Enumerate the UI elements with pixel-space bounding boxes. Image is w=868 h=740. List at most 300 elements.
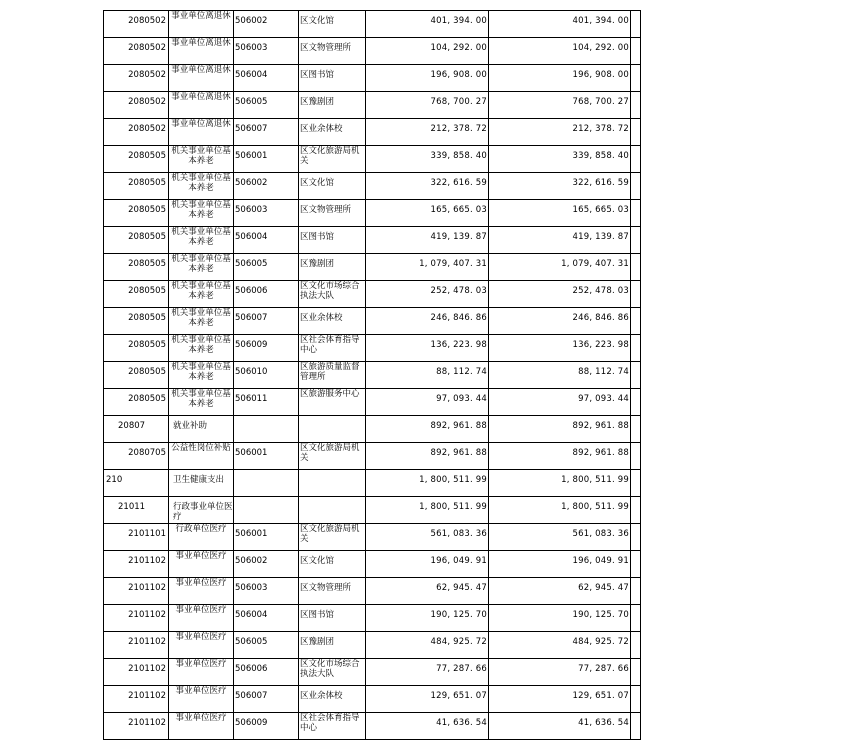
basic-expenditure-cell xyxy=(489,38,631,65)
function-code-text: 2080505 xyxy=(128,286,166,296)
total-amount-text: 768, 700. 27 xyxy=(430,97,487,107)
function-name-cell xyxy=(169,92,234,119)
empty-cell xyxy=(631,335,641,362)
function-name-cell xyxy=(169,713,234,740)
table-row xyxy=(104,227,641,254)
unit-name-text: 区文化馆 xyxy=(300,16,335,26)
function-name-text: 机关事业单位基本养老 xyxy=(171,254,231,274)
basic-expenditure-cell xyxy=(489,65,631,92)
unit-code-text: 506010 xyxy=(235,367,268,377)
unit-code-cell xyxy=(234,65,299,92)
basic-expenditure-text: 419, 139. 87 xyxy=(572,232,629,242)
unit-code-cell xyxy=(234,119,299,146)
function-code-cell xyxy=(104,524,169,551)
table-row xyxy=(104,146,641,173)
function-name-text: 卫生健康支出 xyxy=(173,475,225,485)
function-name-text: 事业单位离退休 xyxy=(171,119,231,129)
empty-cell xyxy=(631,443,641,470)
total-amount-text: 165, 665. 03 xyxy=(430,205,487,215)
function-code-text: 2101102 xyxy=(128,691,166,701)
basic-expenditure-cell xyxy=(489,578,631,605)
unit-name-text xyxy=(299,497,365,523)
unit-name-text: 区文物管理所 xyxy=(300,583,352,593)
total-amount-cell xyxy=(366,470,489,497)
function-code-text: 2080505 xyxy=(128,259,166,269)
total-amount-text: 1, 800, 511. 99 xyxy=(419,502,487,512)
total-amount-text: 41, 636. 54 xyxy=(436,718,487,728)
function-name-cell xyxy=(169,605,234,632)
empty-cell xyxy=(631,308,641,335)
function-code-cell xyxy=(104,146,169,173)
function-name-text: 事业单位离退休 xyxy=(171,38,231,48)
unit-code-cell xyxy=(234,362,299,389)
unit-name-cell xyxy=(299,443,366,470)
expenditure-table xyxy=(103,10,641,740)
total-amount-text: 322, 616. 59 xyxy=(430,178,487,188)
basic-expenditure-cell xyxy=(489,11,631,38)
function-code-text: 2080505 xyxy=(128,205,166,215)
total-amount-text: 561, 083. 36 xyxy=(430,529,487,539)
basic-expenditure-text: 1, 079, 407. 31 xyxy=(561,259,629,269)
total-amount-text: 88, 112. 74 xyxy=(436,367,487,377)
total-amount-cell xyxy=(366,389,489,416)
function-name-cell xyxy=(169,146,234,173)
basic-expenditure-cell xyxy=(489,686,631,713)
unit-code-cell xyxy=(234,11,299,38)
unit-code-cell xyxy=(234,308,299,335)
basic-expenditure-text: 212, 378. 72 xyxy=(572,124,629,134)
unit-code-text: 506003 xyxy=(235,583,268,593)
unit-name-cell xyxy=(299,173,366,200)
unit-code-text: 506009 xyxy=(235,340,268,350)
empty-cell xyxy=(631,497,641,524)
unit-name-text: 区文化市场综合执法大队 xyxy=(300,659,360,679)
empty-cell xyxy=(631,713,641,740)
empty-cell xyxy=(631,65,641,92)
basic-expenditure-cell xyxy=(489,551,631,578)
basic-expenditure-text: 97, 093. 44 xyxy=(578,394,629,404)
total-amount-cell xyxy=(366,443,489,470)
function-code-cell xyxy=(104,119,169,146)
unit-name-cell xyxy=(299,578,366,605)
function-name-cell xyxy=(169,578,234,605)
function-code-text: 2080502 xyxy=(128,16,166,26)
function-code-cell xyxy=(104,713,169,740)
empty-cell xyxy=(631,92,641,119)
unit-code-cell xyxy=(234,173,299,200)
function-code-text: 2080505 xyxy=(128,232,166,242)
total-amount-text: 104, 292. 00 xyxy=(430,43,487,53)
unit-name-cell xyxy=(299,146,366,173)
table-row xyxy=(104,38,641,65)
function-name-cell xyxy=(169,551,234,578)
table-row xyxy=(104,551,641,578)
empty-cell xyxy=(631,578,641,605)
function-name-cell xyxy=(169,281,234,308)
unit-code-text: 506011 xyxy=(235,394,268,404)
unit-code-cell xyxy=(234,659,299,686)
table-row xyxy=(104,416,641,443)
table-body xyxy=(104,11,641,740)
function-name-cell xyxy=(169,38,234,65)
unit-name-text: 区旅游服务中心 xyxy=(300,389,360,399)
basic-expenditure-cell xyxy=(489,335,631,362)
function-name-cell xyxy=(169,200,234,227)
function-name-text: 事业单位医疗 xyxy=(175,659,227,669)
function-code-cell xyxy=(104,92,169,119)
function-name-cell xyxy=(169,362,234,389)
unit-code-text: 506001 xyxy=(235,151,268,161)
function-code-text: 2080502 xyxy=(128,70,166,80)
function-name-text: 事业单位医疗 xyxy=(175,713,227,723)
function-name-text: 机关事业单位基本养老 xyxy=(171,227,231,247)
unit-name-text: 区豫剧团 xyxy=(300,259,335,269)
total-amount-cell xyxy=(366,497,489,524)
unit-name-text: 区文化旅游局机关 xyxy=(300,524,360,544)
basic-expenditure-cell xyxy=(489,281,631,308)
function-code-cell xyxy=(104,551,169,578)
table-row xyxy=(104,254,641,281)
unit-name-text: 区社会体育指导中心 xyxy=(300,335,360,355)
basic-expenditure-text: 41, 636. 54 xyxy=(578,718,629,728)
table-row xyxy=(104,632,641,659)
function-code-text: 2080505 xyxy=(128,340,166,350)
function-code-cell xyxy=(104,443,169,470)
unit-code-cell xyxy=(234,578,299,605)
empty-cell xyxy=(631,200,641,227)
unit-code-text: 506001 xyxy=(235,529,268,539)
table-row xyxy=(104,200,641,227)
table-row xyxy=(104,119,641,146)
unit-name-cell xyxy=(299,524,366,551)
unit-name-text: 区图书馆 xyxy=(300,610,335,620)
function-code-text: 2101102 xyxy=(128,610,166,620)
unit-name-cell xyxy=(299,335,366,362)
basic-expenditure-text: 190, 125. 70 xyxy=(572,610,629,620)
unit-name-text: 区图书馆 xyxy=(300,70,335,80)
function-name-cell xyxy=(169,686,234,713)
function-code-text: 2101102 xyxy=(128,583,166,593)
unit-name-text: 区社会体育指导中心 xyxy=(300,713,360,733)
unit-code-cell xyxy=(234,416,299,443)
basic-expenditure-cell xyxy=(489,92,631,119)
empty-cell xyxy=(631,416,641,443)
unit-code-text: 506006 xyxy=(235,286,268,296)
basic-expenditure-cell xyxy=(489,659,631,686)
total-amount-text: 252, 478. 03 xyxy=(430,286,487,296)
basic-expenditure-text: 339, 858. 40 xyxy=(572,151,629,161)
basic-expenditure-cell xyxy=(489,254,631,281)
unit-name-cell xyxy=(299,389,366,416)
total-amount-text: 892, 961. 88 xyxy=(430,448,487,458)
basic-expenditure-cell xyxy=(489,227,631,254)
function-code-cell xyxy=(104,686,169,713)
basic-expenditure-cell xyxy=(489,389,631,416)
unit-code-text: 506002 xyxy=(235,16,268,26)
basic-expenditure-cell xyxy=(489,362,631,389)
function-code-cell xyxy=(104,389,169,416)
unit-name-cell xyxy=(299,65,366,92)
unit-name-text: 区豫剧团 xyxy=(300,637,335,647)
basic-expenditure-text: 129, 651. 07 xyxy=(572,691,629,701)
unit-code-cell xyxy=(234,551,299,578)
basic-expenditure-text: 246, 846. 86 xyxy=(572,313,629,323)
basic-expenditure-text: 768, 700. 27 xyxy=(572,97,629,107)
function-code-cell xyxy=(104,497,169,524)
table-row xyxy=(104,578,641,605)
function-code-text: 2080505 xyxy=(128,313,166,323)
function-name-text: 事业单位医疗 xyxy=(175,686,227,696)
unit-code-text: 506007 xyxy=(235,313,268,323)
basic-expenditure-text: 401, 394. 00 xyxy=(572,16,629,26)
function-name-cell xyxy=(169,173,234,200)
function-code-text: 2101101 xyxy=(128,529,166,539)
total-amount-cell xyxy=(366,551,489,578)
total-amount-cell xyxy=(366,119,489,146)
function-name-text: 行政事业单位医疗 xyxy=(173,502,233,522)
empty-cell xyxy=(631,389,641,416)
unit-name-cell xyxy=(299,254,366,281)
table-row xyxy=(104,308,641,335)
unit-name-cell xyxy=(299,11,366,38)
unit-name-cell xyxy=(299,119,366,146)
basic-expenditure-cell xyxy=(489,173,631,200)
function-name-cell xyxy=(169,524,234,551)
total-amount-cell xyxy=(366,362,489,389)
total-amount-text: 129, 651. 07 xyxy=(430,691,487,701)
total-amount-cell xyxy=(366,254,489,281)
total-amount-cell xyxy=(366,713,489,740)
function-code-cell xyxy=(104,632,169,659)
function-code-cell xyxy=(104,470,169,497)
total-amount-cell xyxy=(366,11,489,38)
function-code-text: 2101102 xyxy=(128,718,166,728)
unit-name-text: 区文化馆 xyxy=(300,556,335,566)
unit-name-text: 区旅游质量监督管理所 xyxy=(300,362,360,382)
total-amount-text: 62, 945. 47 xyxy=(436,583,487,593)
empty-cell xyxy=(631,281,641,308)
unit-code-cell xyxy=(234,605,299,632)
table-row xyxy=(104,524,641,551)
function-name-text: 机关事业单位基本养老 xyxy=(171,335,231,355)
total-amount-text: 190, 125. 70 xyxy=(430,610,487,620)
function-name-cell xyxy=(169,470,234,497)
function-code-cell xyxy=(104,11,169,38)
unit-name-text: 区文化馆 xyxy=(300,178,335,188)
function-code-text: 210 xyxy=(106,475,123,485)
total-amount-text: 1, 079, 407. 31 xyxy=(419,259,487,269)
total-amount-text: 212, 378. 72 xyxy=(430,124,487,134)
table-row xyxy=(104,173,641,200)
table-row xyxy=(104,686,641,713)
unit-code-cell xyxy=(234,497,299,524)
function-name-text: 事业单位离退休 xyxy=(171,92,231,102)
unit-name-cell xyxy=(299,605,366,632)
total-amount-cell xyxy=(366,686,489,713)
empty-cell xyxy=(631,605,641,632)
unit-code-cell xyxy=(234,200,299,227)
unit-name-cell xyxy=(299,227,366,254)
table-row xyxy=(104,470,641,497)
unit-name-cell xyxy=(299,713,366,740)
total-amount-cell xyxy=(366,146,489,173)
function-code-cell xyxy=(104,605,169,632)
basic-expenditure-text: 88, 112. 74 xyxy=(578,367,629,377)
unit-name-text: 区业余体校 xyxy=(300,691,343,701)
unit-code-cell xyxy=(234,146,299,173)
total-amount-cell xyxy=(366,173,489,200)
unit-code-text: 506005 xyxy=(235,637,268,647)
total-amount-text: 1, 800, 511. 99 xyxy=(419,475,487,485)
empty-cell xyxy=(631,632,641,659)
unit-code-cell xyxy=(234,389,299,416)
function-code-cell xyxy=(104,416,169,443)
empty-cell xyxy=(631,524,641,551)
function-code-cell xyxy=(104,659,169,686)
basic-expenditure-cell xyxy=(489,605,631,632)
unit-code-cell xyxy=(234,443,299,470)
table-row xyxy=(104,335,641,362)
empty-cell xyxy=(631,38,641,65)
total-amount-text: 246, 846. 86 xyxy=(430,313,487,323)
function-name-text: 机关事业单位基本养老 xyxy=(171,146,231,166)
function-name-text: 事业单位医疗 xyxy=(175,605,227,615)
function-name-text: 事业单位医疗 xyxy=(175,632,227,642)
function-code-cell xyxy=(104,38,169,65)
basic-expenditure-text: 484, 925. 72 xyxy=(572,637,629,647)
table-row xyxy=(104,11,641,38)
unit-code-text xyxy=(234,497,298,523)
basic-expenditure-text: 136, 223. 98 xyxy=(572,340,629,350)
basic-expenditure-text: 165, 665. 03 xyxy=(572,205,629,215)
unit-code-cell xyxy=(234,632,299,659)
total-amount-cell xyxy=(366,200,489,227)
empty-cell xyxy=(631,254,641,281)
function-code-cell xyxy=(104,362,169,389)
unit-name-cell xyxy=(299,362,366,389)
function-name-cell xyxy=(169,119,234,146)
unit-code-text: 506007 xyxy=(235,691,268,701)
unit-name-cell xyxy=(299,632,366,659)
function-name-text: 行政单位医疗 xyxy=(175,524,227,534)
function-code-text: 2080505 xyxy=(128,367,166,377)
function-code-text: 2080502 xyxy=(128,43,166,53)
unit-code-text: 506007 xyxy=(235,124,268,134)
function-name-text: 就业补助 xyxy=(173,421,208,431)
total-amount-cell xyxy=(366,632,489,659)
unit-code-text: 506002 xyxy=(235,178,268,188)
unit-name-text: 区业余体校 xyxy=(300,313,343,323)
empty-cell xyxy=(631,146,641,173)
basic-expenditure-text: 892, 961. 88 xyxy=(572,421,629,431)
function-name-text: 公益性岗位补贴 xyxy=(171,443,231,453)
total-amount-cell xyxy=(366,416,489,443)
empty-cell xyxy=(631,11,641,38)
basic-expenditure-cell xyxy=(489,524,631,551)
unit-name-cell xyxy=(299,470,366,497)
total-amount-text: 339, 858. 40 xyxy=(430,151,487,161)
total-amount-cell xyxy=(366,281,489,308)
unit-code-text: 506009 xyxy=(235,718,268,728)
function-name-text: 事业单位医疗 xyxy=(175,551,227,561)
unit-code-cell xyxy=(234,38,299,65)
function-name-text: 事业单位离退休 xyxy=(171,65,231,75)
table-row xyxy=(104,497,641,524)
basic-expenditure-cell xyxy=(489,713,631,740)
function-name-cell xyxy=(169,632,234,659)
function-code-text: 2080502 xyxy=(128,124,166,134)
empty-cell xyxy=(631,227,641,254)
empty-cell xyxy=(631,173,641,200)
unit-name-text: 区文化旅游局机关 xyxy=(300,443,360,463)
unit-name-text: 区业余体校 xyxy=(300,124,343,134)
basic-expenditure-cell xyxy=(489,470,631,497)
basic-expenditure-cell xyxy=(489,632,631,659)
total-amount-cell xyxy=(366,308,489,335)
total-amount-text: 892, 961. 88 xyxy=(430,421,487,431)
unit-code-text: 506004 xyxy=(235,232,268,242)
unit-name-cell xyxy=(299,281,366,308)
total-amount-text: 196, 049. 91 xyxy=(430,556,487,566)
unit-code-cell xyxy=(234,524,299,551)
unit-code-text: 506005 xyxy=(235,259,268,269)
unit-code-text: 506004 xyxy=(235,610,268,620)
basic-expenditure-text: 892, 961. 88 xyxy=(572,448,629,458)
table-row xyxy=(104,362,641,389)
basic-expenditure-text: 196, 049. 91 xyxy=(572,556,629,566)
table-row xyxy=(104,92,641,119)
total-amount-text: 77, 287. 66 xyxy=(436,664,487,674)
function-code-text: 2080705 xyxy=(128,448,166,458)
unit-name-text: 区文物管理所 xyxy=(300,205,352,215)
empty-cell xyxy=(631,551,641,578)
unit-name-text: 区文物管理所 xyxy=(300,43,352,53)
function-code-text: 2080505 xyxy=(128,394,166,404)
unit-code-text xyxy=(234,470,298,496)
function-code-cell xyxy=(104,308,169,335)
function-code-text: 2080505 xyxy=(128,151,166,161)
function-code-cell xyxy=(104,65,169,92)
function-name-cell xyxy=(169,11,234,38)
basic-expenditure-text: 561, 083. 36 xyxy=(572,529,629,539)
unit-name-cell xyxy=(299,92,366,119)
unit-name-cell xyxy=(299,686,366,713)
total-amount-text: 136, 223. 98 xyxy=(430,340,487,350)
function-name-cell xyxy=(169,65,234,92)
table-row xyxy=(104,443,641,470)
function-code-text: 2080505 xyxy=(128,178,166,188)
function-code-cell xyxy=(104,335,169,362)
function-name-text: 事业单位离退休 xyxy=(171,11,231,21)
function-code-cell xyxy=(104,281,169,308)
total-amount-cell xyxy=(366,578,489,605)
unit-name-cell xyxy=(299,551,366,578)
function-name-cell xyxy=(169,254,234,281)
basic-expenditure-text: 77, 287. 66 xyxy=(578,664,629,674)
total-amount-cell xyxy=(366,92,489,119)
unit-code-cell xyxy=(234,470,299,497)
basic-expenditure-text: 1, 800, 511. 99 xyxy=(561,475,629,485)
unit-name-text: 区图书馆 xyxy=(300,232,335,242)
unit-code-text: 506002 xyxy=(235,556,268,566)
total-amount-cell xyxy=(366,605,489,632)
unit-name-text: 区文化市场综合执法大队 xyxy=(300,281,360,301)
unit-name-text: 区豫剧团 xyxy=(300,97,335,107)
table-row xyxy=(104,65,641,92)
total-amount-cell xyxy=(366,335,489,362)
total-amount-text: 419, 139. 87 xyxy=(430,232,487,242)
unit-code-cell xyxy=(234,281,299,308)
